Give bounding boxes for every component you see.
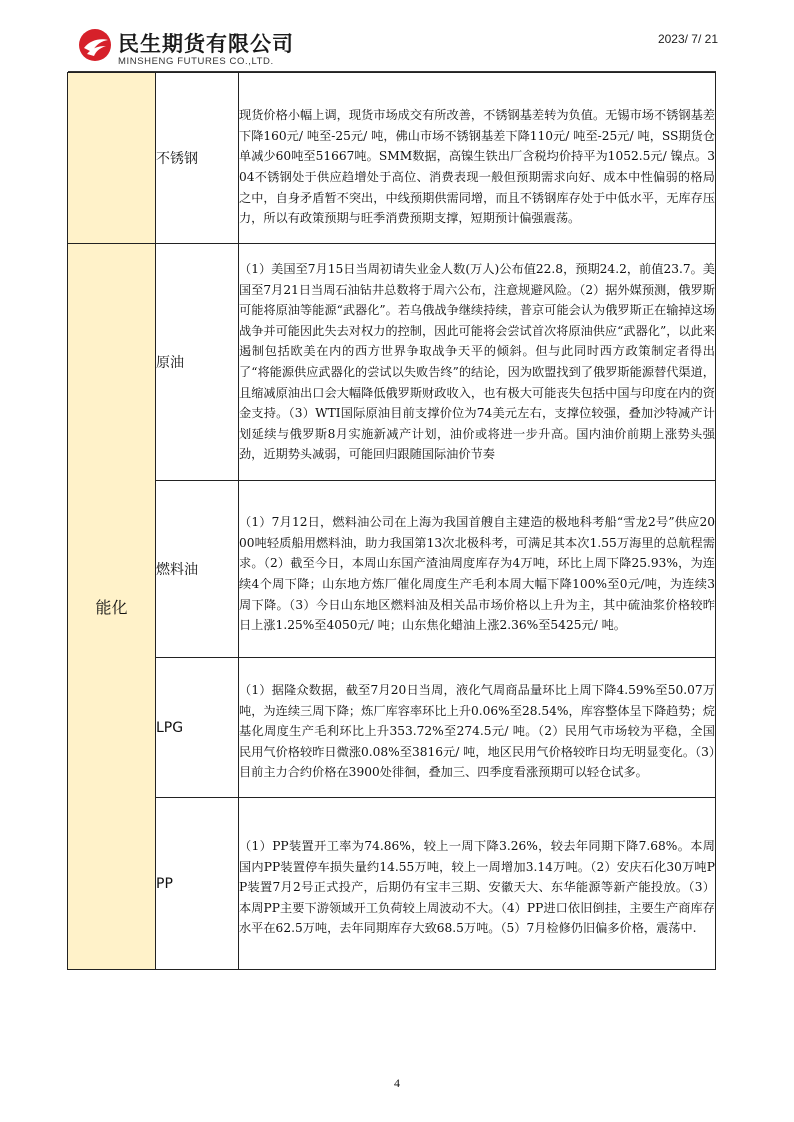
category-cell-metals [68,73,156,244]
product-label-pp: PP [156,798,239,970]
product-commentary-lpg: （1）据隆众数据，截至7月20日当周，液化气周商品量环比上周下降4.59%至50.07万吨，为连续三周下降；炼厂库容率环比上升0.06%至28.54%，库容整体呈下降趋势；烷基化周度生产毛利环比上升353.72%至274.5元/ 吨。（2）民用气市场较为平稳，全国民用气价格较昨日微涨0.08%至3816元/ 吨，地区民用气价格较昨日均无明显变化。（3）目前主力合约价格在3900处徘徊，叠加三、四季度看涨预期可以轻仓试多。 [239,658,716,798]
product-label-stainless: 不锈钢 [156,73,239,244]
page-number: 4 [394,1076,400,1090]
commentary-table [67,72,716,970]
table-row-fuel-oil [68,481,716,658]
company-logo-icon [78,28,112,62]
product-commentary-pp: （1）PP装置开工率为74.86%，较上一周下降3.26%，较去年同期下降7.68%。本周国内PP装置停车损失量约14.55万吨，较上一周增加3.14万吨。（2）安庆石化30万吨PP装置7月2号正式投产，后期仍有宝丰三期、安徽天大、东华能源等新产能投放。（3）本周PP主要下游领域开工负荷较上周波动不大。（4）PP进口依旧倒挂，主要生产商库存水平在62.5万吨，去年同期库存大致68.5万吨。（5）7月检修仍旧偏多价格，震荡中. [239,798,716,970]
company-logo [78,26,318,70]
company-name-en: MINSHENG FUTURES CO.,LTD. [118,56,274,67]
table-row-pp [68,798,716,970]
product-label-lpg: LPG [156,658,239,798]
page-header [0,0,794,72]
product-commentary-fuel-oil: （1）7月12日，燃料油公司在上海为我国首艘自主建造的极地科考船“雪龙2号”供应2000吨轻质船用燃料油，助力我国第13次北极科考，可满足其本次1.55万海里的总航程需求。（2）截至今日，本周山东国产渣油周度库存为4万吨，环比上周下降25.93%，为连续4个周下降；山东地方炼厂催化周度生产毛利本周大幅下降100%至0元/吨，为连续3周下降。（3）今日山东地区燃料油及相关品市场价格以上升为主，其中硫油浆价格较昨日上涨1.25%至4050元/ 吨；山东焦化蜡油上涨2.36%至5425元/ 吨。 [239,481,716,658]
product-commentary-crude: （1）美国至7月15日当周初请失业金人数(万人)公布值22.8，预期24.2，前值23.7。美国至7月21日当周石油钻井总数将于周六公布，注意规避风险。（2）据外媒预测，俄罗斯可能将原油等能源“武器化”。若乌俄战争继续持续，普京可能会认为俄罗斯正在输掉这场战争并可能因此失去对权力的控制，因此可能将会尝试首次将原油供应“武器化”，以此来遏制包括欧美在内的西方世界争取战争天平的倾斜。但与此同时西方政策制定者得出了“将能源供应武器化的尝试以失败告终”的结论，因为欧盟找到了俄罗斯能源替代渠道，且缩减原油出口会大幅降低俄罗斯财政收入，也有极大可能丧失包括中国与印度在内的资金支持。（3）WTI国际原油目前支撑价位为74美元左右，支撑位较强，叠加沙特减产计划延续与俄罗斯8月实施新减产计划，油价或将进一步升高。国内油价前期上涨势头强劲，近期势头减弱，可能回归跟随国际油价节奏 [239,244,716,481]
product-commentary-stainless: 现货价格小幅上调，现货市场成交有所改善，不锈钢基差转为负值。无锡市场不锈钢基差下降160元/ 吨至-25元/ 吨，佛山市场不锈钢基差下降110元/ 吨至-25元/ 吨，SS期货仓单减少60吨至51667吨。SMM数据，高镍生铁出厂含税均价持平为1052.5元/ 镍点。304不锈钢处于供应趋增处于高位、消费表现一般但预期需求向好、成本中性偏弱的格局之中，自身矛盾暂不突出，中线预期供需同增，而且不锈钢库存处于中低水平，无库存压力，所以有政策预期与旺季消费预期支撑，短期预计偏强震荡。 [239,73,716,244]
product-label-crude: 原油 [156,244,239,481]
table-row-stainless [68,73,716,244]
report-date: 2023/ 7/ 21 [657,32,718,46]
table-row-crude [68,244,716,481]
product-label-fuel-oil: 燃料油 [156,481,239,658]
company-name-cn: 民生期货有限公司 [118,32,294,56]
category-cell-energy: 能化 [68,244,156,970]
table-row-lpg [68,658,716,798]
